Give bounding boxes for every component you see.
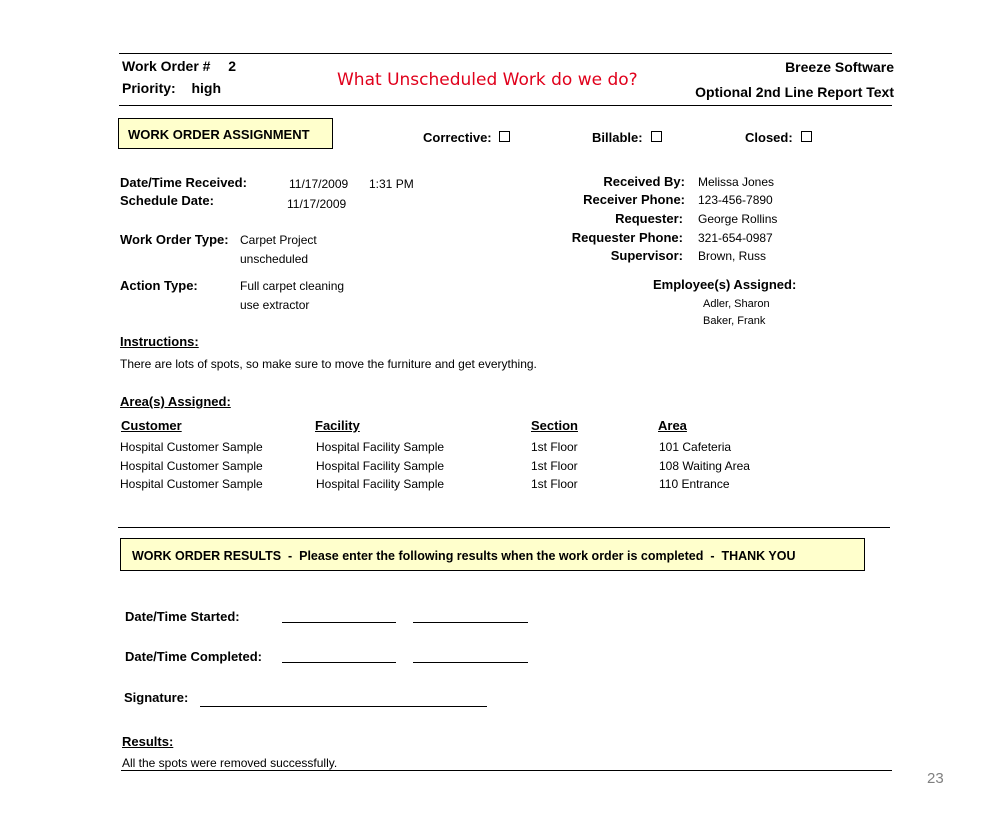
header-bottom-rule [119,105,892,106]
instructions-label: Instructions: [120,334,199,349]
header-top-rule [119,53,892,54]
column-header-section: Section [531,418,578,433]
billable-checkbox[interactable] [651,131,662,142]
time-received-value: 1:31 PM [369,177,414,191]
column-header-facility: Facility [315,418,360,433]
instructions-text: There are lots of spots, so make sure to move the furniture and get everything. [120,357,537,371]
work-order-number-value: 2 [228,58,237,74]
priority [122,80,221,96]
action-type-line2: use extractor [240,298,310,312]
work-order-type-line2: unscheduled [240,252,309,266]
corrective-checkbox[interactable] [499,131,510,142]
receiver-phone-label: Receiver Phone: [583,192,685,207]
date-received-value: 11/17/2009 [289,177,349,191]
areas-assigned-label: Area(s) Assigned: [120,394,231,409]
slide-number: 23 [927,770,944,787]
assignment-box-title: WORK ORDER ASSIGNMENT [128,127,310,142]
cell-section: 1st Floor [531,459,578,473]
cell-area: 101 Cafeteria [659,440,732,454]
date-started-label: Date/Time Started: [125,609,240,624]
work-order-type-line1: Carpet Project [240,233,317,247]
time-started-field[interactable] [413,622,528,623]
signature-label: Signature: [124,690,189,705]
supervisor-label: Supervisor: [610,248,683,263]
cell-customer: Hospital Customer Sample [120,477,263,491]
work-order-assignment-box [118,118,333,149]
date-received-label: Date/Time Received: [120,175,247,190]
cell-facility: Hospital Facility Sample [316,459,445,473]
requester-label: Requester: [615,211,683,226]
employees-assigned-label: Employee(s) Assigned: [653,277,797,292]
slide-title: What Unscheduled Work do we do? [337,70,638,90]
results-text: All the spots were removed successfully. [122,756,338,770]
action-type-line1: Full carpet cleaning [240,279,345,293]
signature-field[interactable] [200,706,487,707]
requester-phone-label: Requester Phone: [571,230,683,245]
cell-section: 1st Floor [531,477,578,491]
cell-area: 110 Entrance [659,477,730,491]
employee-item: Adler, Sharon [703,298,770,310]
work-order-number [122,58,236,74]
time-completed-field[interactable] [413,662,528,663]
schedule-date-label: Schedule Date: [120,193,214,208]
cell-area: 108 Waiting Area [659,459,750,473]
cell-section: 1st Floor [531,440,578,454]
received-by-value: Melissa Jones [698,175,775,189]
action-type-label: Action Type: [120,278,198,293]
work-order-results-box [120,538,865,571]
requester-value: George Rollins [698,212,778,226]
receiver-phone-value: 123-456-7890 [698,193,773,207]
column-header-customer: Customer [121,418,182,433]
priority-value: high [191,80,222,96]
work-order-label: Work Order # [122,58,211,74]
results-box-title: WORK ORDER RESULTS - Please enter the following results when the work order is completed - THANK YOU [132,549,796,563]
schedule-date-value: 11/17/2009 [287,197,347,211]
supervisor-value: Brown, Russ [698,249,767,263]
employee-item: Baker, Frank [703,315,766,327]
closed-label: Closed: [745,130,793,145]
report-line-2: Optional 2nd Line Report Text [695,84,894,100]
received-by-label: Received By: [603,174,685,189]
corrective-label: Corrective: [423,130,492,145]
closed-checkbox[interactable] [801,131,812,142]
cell-customer: Hospital Customer Sample [120,440,263,454]
company-name: Breeze Software [785,59,894,75]
cell-facility: Hospital Facility Sample [316,477,445,491]
column-header-area: Area [658,418,687,433]
work-order-type-label: Work Order Type: [120,232,229,247]
results-bottom-rule [121,770,892,771]
results-label: Results: [122,734,174,749]
priority-label: Priority: [122,80,176,96]
date-completed-field[interactable] [282,662,396,663]
date-completed-label: Date/Time Completed: [125,649,263,664]
requester-phone-value: 321-654-0987 [698,231,773,245]
cell-customer: Hospital Customer Sample [120,459,263,473]
date-started-field[interactable] [282,622,396,623]
cell-facility: Hospital Facility Sample [316,440,445,454]
results-divider [118,527,890,528]
billable-label: Billable: [592,130,643,145]
